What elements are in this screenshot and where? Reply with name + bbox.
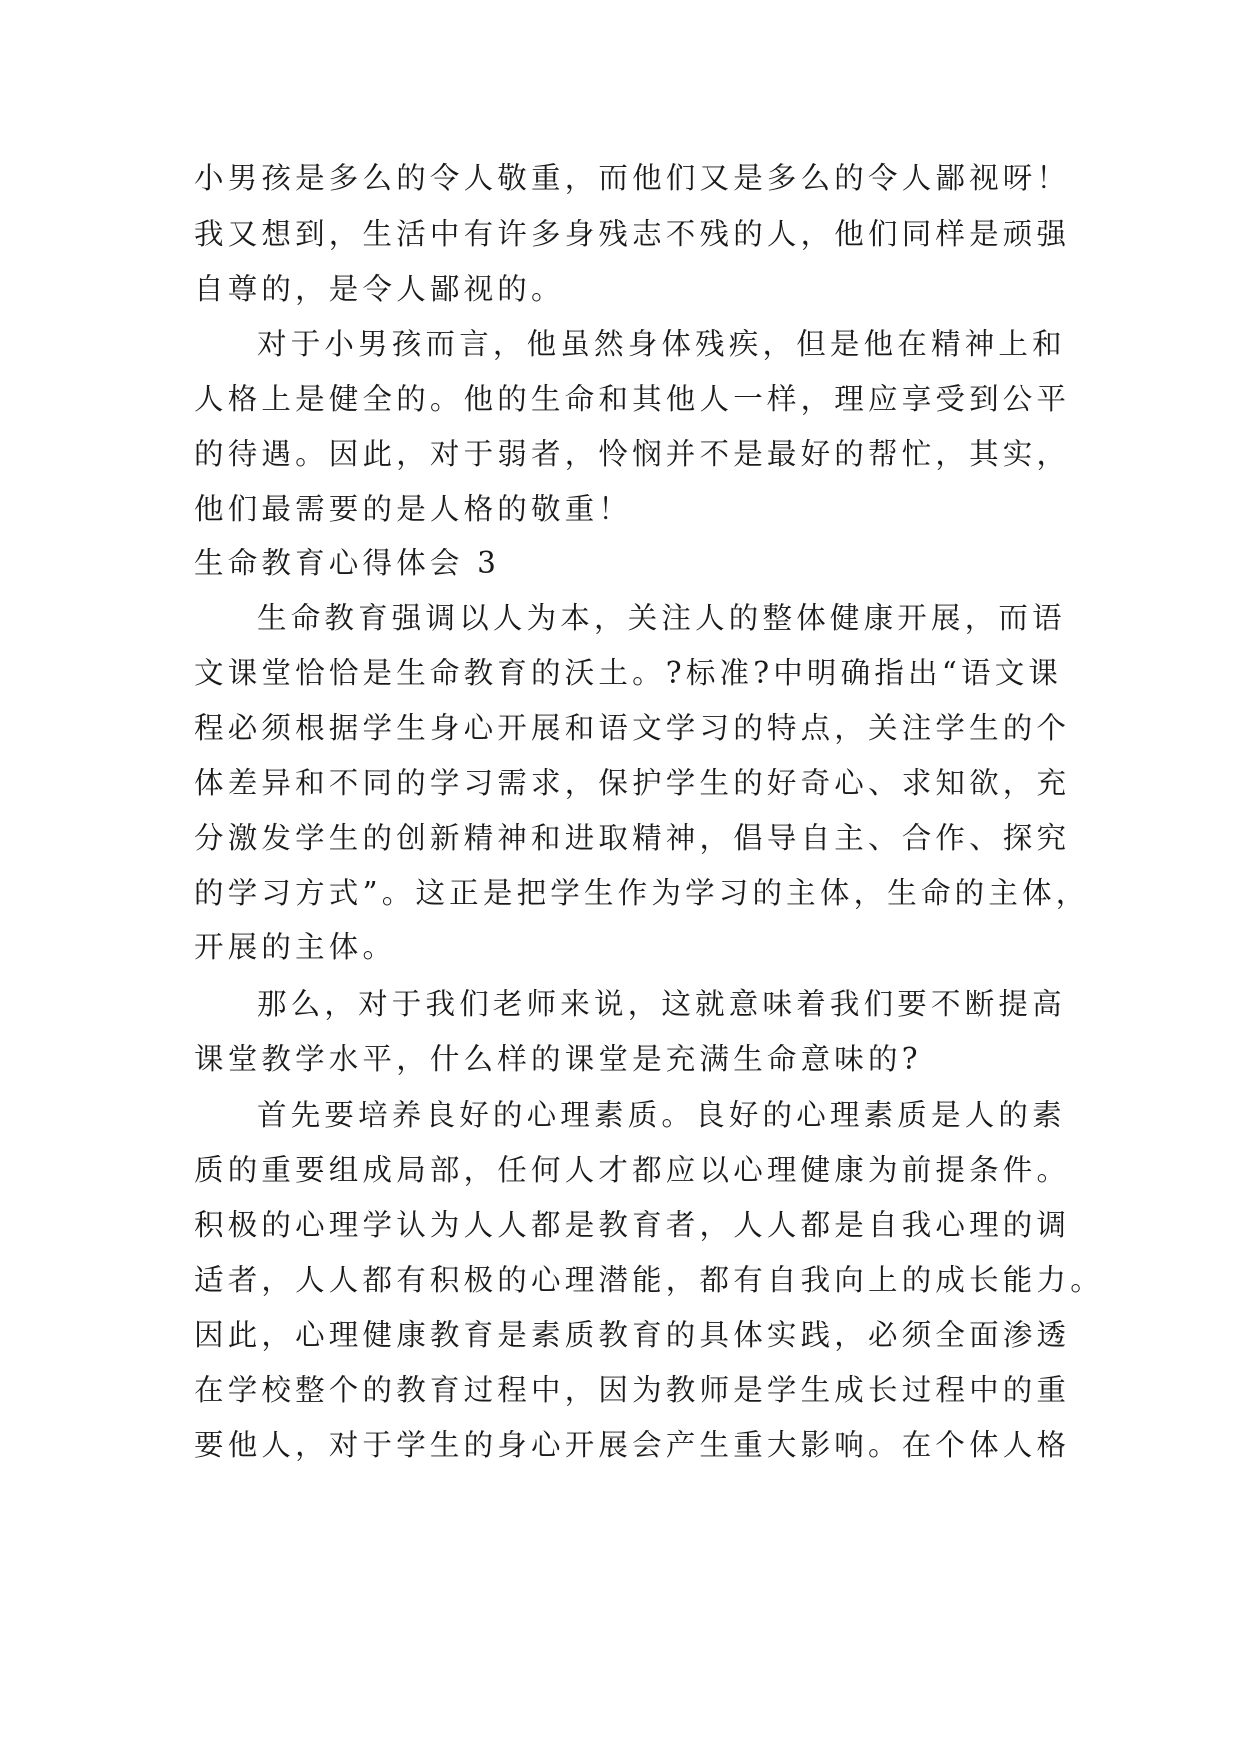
text-line: 的待遇。因此，对于弱者，怜悯并不是最好的帮忙，其实， xyxy=(194,437,1071,471)
text-line: 自尊的，是令人鄙视的。 xyxy=(194,272,565,306)
text-line: 分激发学生的创新精神和进取精神，倡导自主、合作、探究 xyxy=(194,821,1071,855)
paragraph-start-line: 生命教育强调以人为本，关注人的整体健康开展，而语 xyxy=(257,601,1066,635)
text-line: 文课堂恰恰是生命教育的沃土。?标准?中明确指出“语文课 xyxy=(194,656,1063,690)
text-line: 课堂教学水平，什么样的课堂是充满生命意味的? xyxy=(194,1042,922,1076)
text-line: 质的重要组成局部，任何人才都应以心理健康为前提条件。 xyxy=(194,1153,1071,1187)
text-line: 程必须根据学生身心开展和语文学习的特点，关注学生的个 xyxy=(194,711,1071,745)
paragraph-start-line: 那么，对于我们老师来说，这就意味着我们要不断提高 xyxy=(257,987,1066,1021)
paragraph-start-line: 首先要培养良好的心理素质。良好的心理素质是人的素 xyxy=(257,1098,1066,1132)
text-line: 人格上是健全的。他的生命和其他人一样，理应享受到公平 xyxy=(194,382,1071,416)
text-line: 积极的心理学认为人人都是教育者，人人都是自我心理的调 xyxy=(194,1208,1071,1242)
text-line: 因此，心理健康教育是素质教育的具体实践，必须全面渗透 xyxy=(194,1318,1071,1352)
text-line: 小男孩是多么的令人敬重，而他们又是多么的令人鄙视呀！ xyxy=(194,161,1071,195)
paragraph-start-line: 对于小男孩而言，他虽然身体残疾，但是他在精神上和 xyxy=(257,327,1066,361)
text-line: 体差异和不同的学习需求，保护学生的好奇心、求知欲，充 xyxy=(194,766,1071,800)
text-line: 要他人，对于学生的身心开展会产生重大影响。在个体人格 xyxy=(194,1428,1071,1462)
text-line: 在学校整个的教育过程中，因为教师是学生成长过程中的重 xyxy=(194,1373,1071,1407)
text-line: 的学习方式”。这正是把学生作为学习的主体，生命的主体， xyxy=(194,876,1090,910)
text-line: 开展的主体。 xyxy=(194,930,397,964)
text-line: 我又想到，生活中有许多身残志不残的人，他们同样是顽强 xyxy=(194,217,1071,251)
section-heading: 生命教育心得体会 3 xyxy=(194,546,501,580)
text-line: 适者，人人都有积极的心理潜能，都有自我向上的成长能力。 xyxy=(194,1263,1104,1297)
text-line: 他们最需要的是人格的敬重！ xyxy=(194,492,633,526)
